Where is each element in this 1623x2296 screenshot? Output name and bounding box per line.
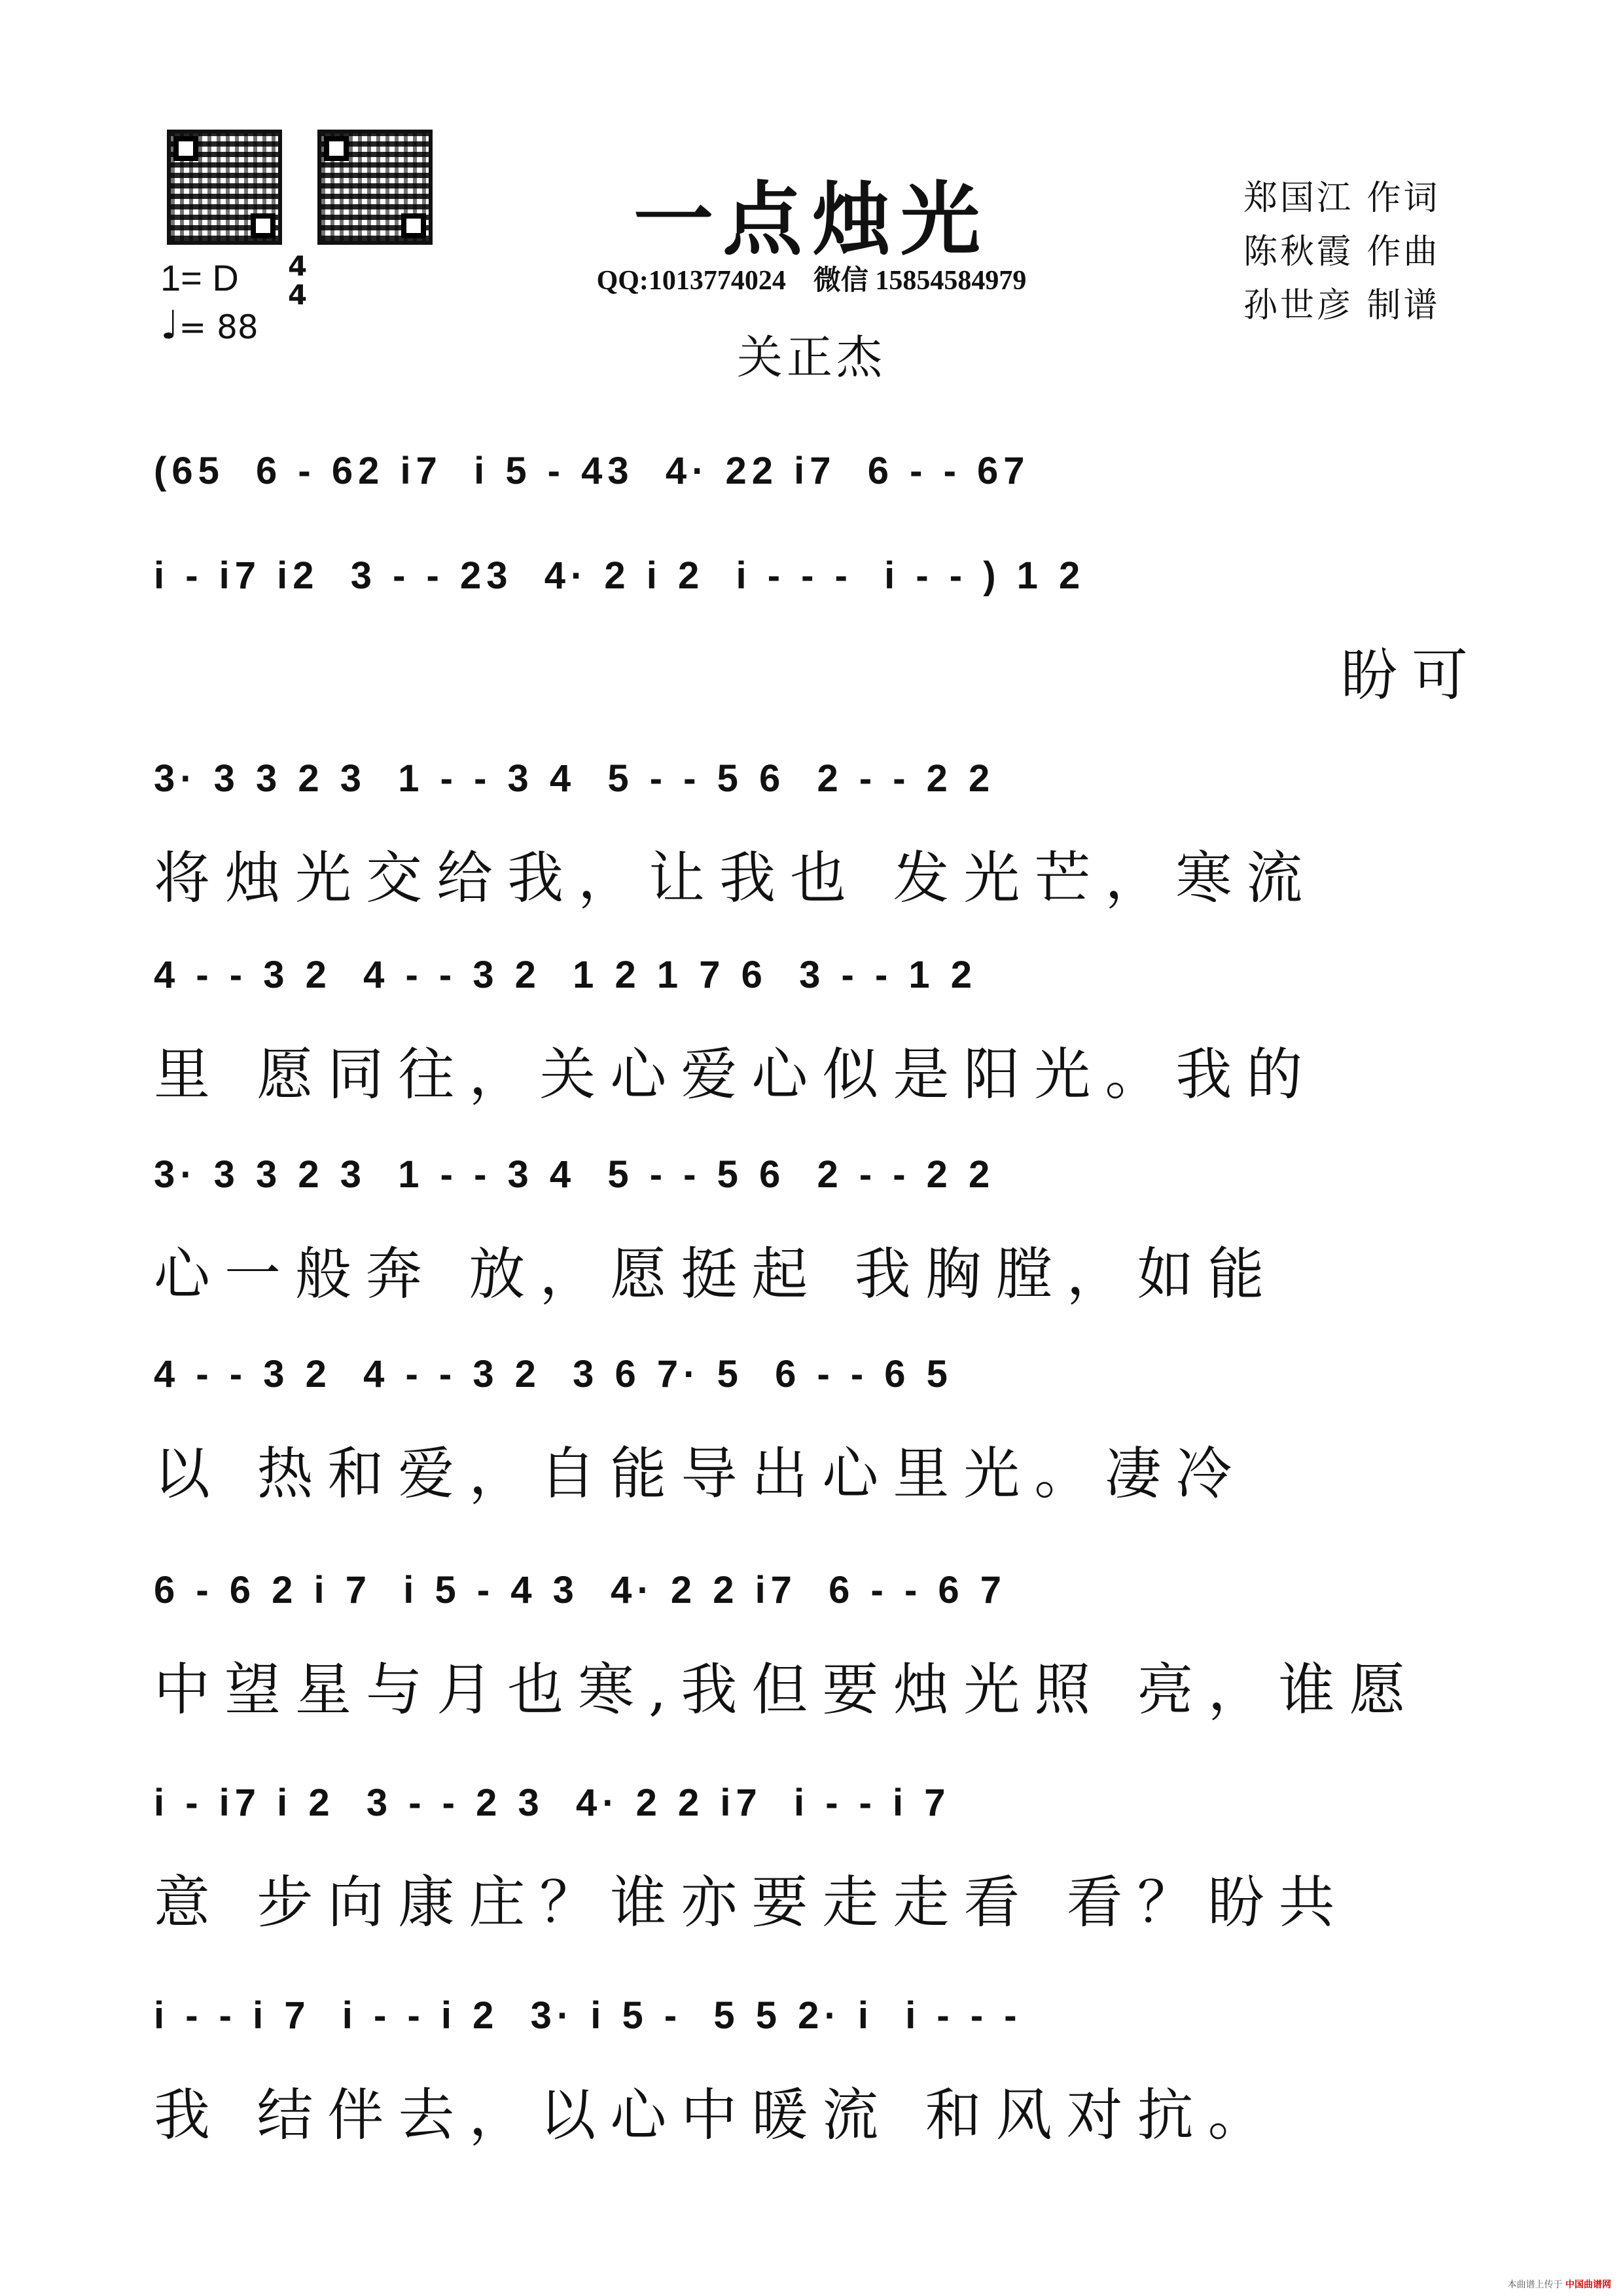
tempo-mark bbox=[160, 302, 259, 348]
score-system-9 bbox=[154, 1990, 1482, 2151]
footer-brand: 中国曲谱网 bbox=[1565, 2280, 1611, 2290]
song-title: 一点烛光 bbox=[633, 172, 990, 266]
lyricist-credit: 郑国江 作词 bbox=[1243, 179, 1440, 218]
key-signature: 1= D bbox=[160, 257, 239, 298]
lyrics-line: 盼可 bbox=[1341, 643, 1482, 708]
footer-text: 本曲谱上传于 bbox=[1507, 2280, 1563, 2290]
lyrics-line: 我 结伴去，以心中暖流 和风对抗。 bbox=[154, 2083, 1279, 2148]
lyrics-line: 里 愿同往，关心爱心似是阳光。我的 bbox=[154, 1042, 1317, 1107]
time-signature bbox=[288, 252, 307, 310]
notes-line: 4 - - 3 2 4 - - 3 2 1 2 1 7 6 3 - - 1 2 bbox=[154, 954, 977, 996]
notes-line: 3· 3 3 2 3 1 - - 3 4 5 - - 5 6 2 - - 2 2 bbox=[154, 757, 995, 800]
lyrics-line: 将烛光交给我，让我也 发光芒，寒流 bbox=[154, 846, 1317, 911]
footer-watermark bbox=[1508, 2278, 1611, 2291]
notes-line: 3· 3 3 2 3 1 - - 3 4 5 - - 5 6 2 - - 2 2 bbox=[154, 1153, 995, 1196]
singer-name: 关正杰 bbox=[737, 331, 886, 384]
meter-bottom: 4 bbox=[288, 279, 308, 311]
notes-line: i - i7 i2 3 - - 23 4· 2 i 2 i - - - i - - ) 1 2 bbox=[154, 554, 1086, 597]
score-system-1 bbox=[154, 445, 1482, 497]
notes-line: 4 - - 3 2 4 - - 3 2 3 6 7· 5 6 - - 6 5 bbox=[154, 1353, 953, 1395]
meter-top: 4 bbox=[288, 250, 308, 282]
lyrics-line: 以 热和爱，自能导出心里光。凄冷 bbox=[154, 1441, 1247, 1507]
score-system-4 bbox=[154, 949, 1482, 1110]
lyrics-line: 心一般奔 放，愿挺起 我胸膛，如能 bbox=[154, 1242, 1279, 1307]
arranger-credit: 孙世彦 制谱 bbox=[1243, 286, 1440, 325]
credits bbox=[1243, 171, 1440, 332]
score-system-5 bbox=[154, 1149, 1482, 1310]
notes-line: (65 6 - 62 i7 i 5 - 43 4· 22 i7 6 - - 67 bbox=[154, 450, 1030, 492]
composer-credit: 陈秋霞 作曲 bbox=[1243, 232, 1440, 272]
score-system-3 bbox=[154, 753, 1482, 914]
lyrics-line: 意 步向康庄？谁亦要走走看 看？盼共 bbox=[154, 1870, 1349, 1935]
score-system-7 bbox=[154, 1564, 1482, 1725]
score-system-2 bbox=[154, 550, 1482, 711]
tempo-value: = 88 bbox=[179, 308, 259, 346]
notes-line: 6 - 6 2 i 7 i 5 - 4 3 4· 2 2 i7 6 - - 6 7 bbox=[154, 1569, 1007, 1611]
quarter-note-icon: ♩ bbox=[160, 302, 179, 348]
score-system-8 bbox=[154, 1777, 1482, 1938]
notes-line: i - i7 i 2 3 - - 2 3 4· 2 2 i7 i - - i 7 bbox=[154, 1782, 951, 1824]
contact-info: QQ:1013774024 微信 15854584979 bbox=[596, 266, 1027, 296]
lyrics-line: 中望星与月也寒,我但要烛光照 亮，谁愿 bbox=[154, 1657, 1420, 1723]
score-system-6 bbox=[154, 1348, 1482, 1509]
notes-line: i - - i 7 i - - i 2 3· i 5 - 5 5 2· i i - - - bbox=[154, 1994, 1022, 2037]
